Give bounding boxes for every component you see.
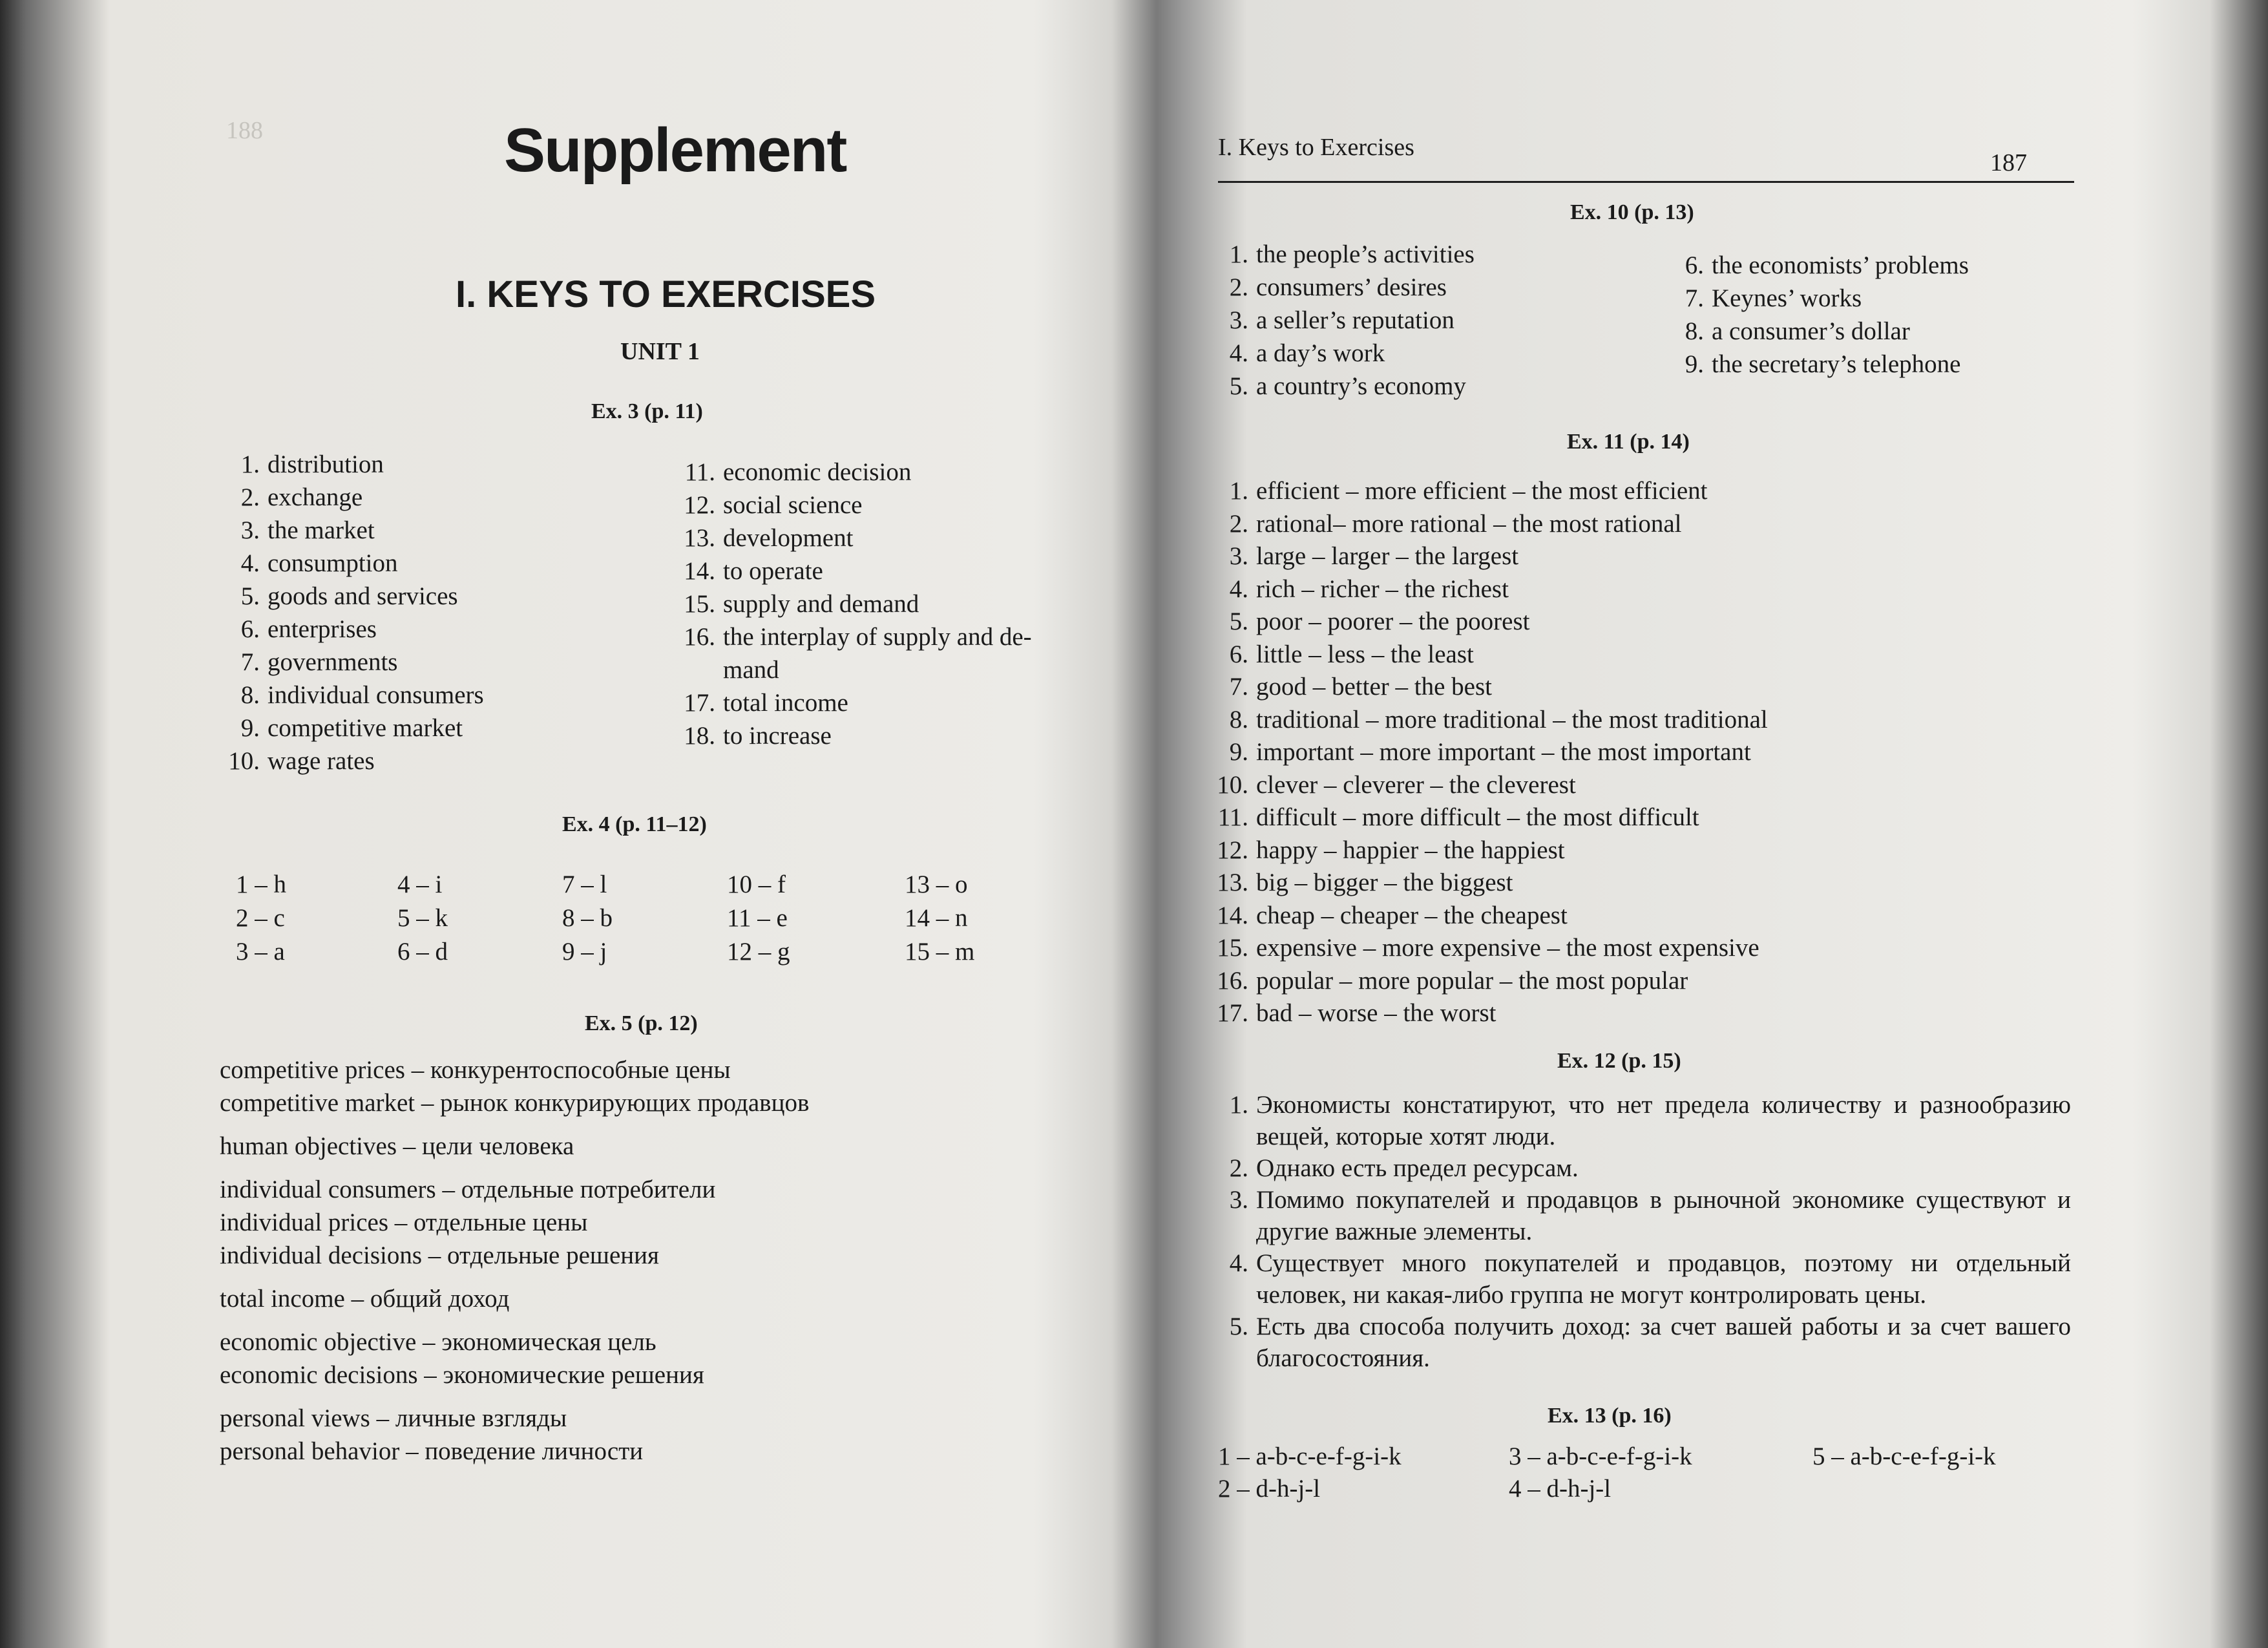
ex10-heading: Ex. 10 (p. 13) [1570,200,1694,224]
item-number: 1. [1229,240,1248,268]
item-text: individual consumers [268,681,484,709]
list-item [1208,736,1768,769]
ex13-key: 4 – d-h-j-l [1509,1475,1612,1503]
item-text: social science [723,491,863,519]
glossary-entry: competitive prices – конкурентоспособные цены [220,1056,731,1084]
item-text: development [723,524,854,552]
item-number: 3. [1229,542,1248,570]
item-text: the economists’ problems [1712,251,1969,279]
glossary-entry: human objectives – цели человека [220,1132,574,1160]
item-number: 4. [1229,1249,1248,1277]
item-number: 17. [1217,999,1248,1027]
list-item [1208,997,1768,1030]
item-text: wage rates [268,747,375,775]
glossary-entry: economic decisions – экономические решения [220,1361,704,1389]
list-item [675,522,1192,555]
item-number: 14. [684,557,715,585]
ex13-keys [1208,1440,2113,1517]
list-item [1208,475,1768,508]
item-text: consumption [268,549,398,577]
item-number: 8. [1685,317,1704,345]
item-text: rational– more rational – the most rational [1256,509,1682,538]
list-item [1208,867,1768,900]
item-number: 7. [240,648,260,676]
list-item [1208,932,1768,965]
list-item [1208,1184,2071,1247]
ex4-key: 13 – o [905,871,968,898]
item-number: 14. [1217,901,1248,929]
list-item [220,745,484,777]
glossary-group [220,1173,809,1272]
list-item [220,646,484,679]
ex4-key: 12 – g [727,938,790,966]
item-number [675,653,715,686]
item-number: 18. [684,722,715,750]
list-item [1208,1247,2071,1311]
list-item [1664,315,1969,348]
item-text: enterprises [268,615,377,643]
item-number: 5. [1229,372,1248,400]
item-number: 1. [240,450,260,478]
item-text: Есть два способа получить доход: за счет вашей работы и за счет вашего благосостояния. [1256,1313,2071,1372]
list-item [1208,1089,2071,1152]
list-item [675,686,1192,719]
list-item [1208,540,1768,573]
item-number: 2. [240,483,260,511]
list-item [1208,639,1768,671]
list-item [220,580,484,613]
item-text: the secretary’s telephone [1712,350,1961,378]
list-item [220,448,484,481]
item-text: exchange [268,483,363,511]
ex5-glossary [220,1053,809,1478]
ex4-key: 11 – e [727,904,788,932]
ex4-key: 15 – m [905,938,975,966]
item-text: governments [268,648,398,676]
item-number: 8. [1229,705,1248,734]
glossary-entry: individual prices – отдельные цены [220,1209,588,1236]
ex4-key: 8 – b [562,904,613,932]
item-text: big – bigger – the biggest [1256,869,1513,896]
item-text: important – more important – the most important [1256,738,1751,766]
list-item [1208,573,1768,606]
glossary-entry: personal behavior – поведение личности [220,1437,644,1465]
item-number: 11. [1217,803,1248,831]
list-item [1664,249,1969,282]
item-text: difficult – more difficult – the most difficult [1256,803,1699,831]
glossary-entry: economic objective – экономическая цель [220,1328,656,1356]
list-item [1208,900,1768,933]
list-item [220,613,484,646]
ex13-key: 3 – a-b-c-e-f-g-i-k [1509,1442,1692,1470]
glossary-group [220,1402,809,1468]
item-number: 15. [684,590,715,618]
ex11-list [1208,475,1768,1030]
item-text: rich – richer – the richest [1256,575,1509,603]
item-text: large – larger – the largest [1256,542,1519,570]
item-text: economic decision [723,458,912,486]
list-item [675,653,1192,686]
item-text: a consumer’s dollar [1712,317,1910,345]
list-item [1208,370,1475,403]
ex10-col1 [1208,238,1475,403]
ex12-list [1208,1089,2071,1374]
item-number: 2. [1229,509,1248,538]
ex3-heading: Ex. 3 (p. 11) [591,399,703,423]
supplement-title: Supplement [504,116,846,185]
item-text: traditional – more traditional – the most traditional [1256,705,1768,734]
item-text: happy – happier – the happiest [1256,836,1565,864]
list-item [1208,508,1768,541]
item-text: Помимо покупателей и продавцов в рыночной экономике существуют и другие важные элементы. [1256,1186,2071,1245]
item-number: 1. [1229,477,1248,505]
ex3-col2 [675,456,1192,752]
ex5-heading: Ex. 5 (p. 12) [585,1011,698,1035]
item-number: 16. [1217,966,1248,995]
item-number: 8. [240,681,260,709]
ex4-key: 4 – i [397,871,443,898]
item-text: a day’s work [1256,339,1385,367]
ex4-key: 14 – n [905,904,968,932]
item-number: 6. [1685,251,1704,279]
glossary-entry: total income – общий доход [220,1285,510,1313]
ex4-key: 10 – f [727,871,786,898]
item-number: 11. [684,458,715,486]
list-item [1208,304,1475,337]
ex4-key: 9 – j [562,938,607,966]
item-number: 2. [1229,1154,1248,1182]
item-number: 16. [684,623,715,651]
ghost-page-number: 188 [226,117,263,144]
item-number: 7. [1685,284,1704,312]
section-title: I. KEYS TO EXERCISES [456,273,876,315]
item-text: poor – poorer – the poorest [1256,607,1530,635]
list-item [1208,238,1475,271]
list-item [1208,801,1768,834]
item-text: Keynes’ works [1712,284,1862,312]
list-item [1208,965,1768,998]
ex4-key: 3 – a [236,938,285,966]
list-item [675,489,1192,522]
ex10-col2 [1664,249,1969,381]
item-number: 9. [240,714,260,742]
item-number: 4. [240,549,260,577]
list-item [1208,337,1475,370]
glossary-entry: personal views – личные взгляды [220,1404,567,1432]
ex4-key: 1 – h [236,871,286,898]
item-number: 6. [1229,640,1248,668]
item-number: 17. [684,689,715,717]
ex13-key: 5 – a-b-c-e-f-g-i-k [1812,1442,1996,1470]
item-number: 10. [1217,770,1248,799]
item-text: cheap – cheaper – the cheapest [1256,901,1568,929]
item-text: the market [268,516,375,544]
item-number: 9. [1685,350,1704,378]
list-item [1208,271,1475,304]
item-number: 5. [240,582,260,610]
item-number: 6. [240,615,260,643]
page-number: 187 [1990,149,2027,176]
item-number: 5. [1229,1313,1248,1340]
list-item [220,679,484,712]
item-text: clever – cleverer – the cleverest [1256,770,1576,799]
ex13-key: 1 – a-b-c-e-f-g-i-k [1218,1442,1402,1470]
item-text: distribution [268,450,384,478]
list-item [1208,704,1768,737]
item-number: 13. [684,524,715,552]
item-text: Экономисты констатируют, что нет предела количеству и разнообразию вещей, которые хотят люди. [1256,1091,2071,1150]
item-text: consumers’ desires [1256,273,1447,301]
glossary-entry: individual decisions – отдельные решения [220,1241,659,1269]
item-number: 2. [1229,273,1248,301]
glossary-group [220,1326,809,1391]
glossary-group [220,1282,809,1315]
list-item [1664,282,1969,315]
item-number: 15. [1217,934,1248,962]
item-text: mand [723,656,779,684]
glossary-group [220,1130,809,1163]
item-text: efficient – more efficient – the most efficient [1256,477,1708,505]
left-page [103,0,1137,1648]
glossary-entry: competitive market – рынок конкурирующих продавцов [220,1089,810,1117]
item-text: goods and services [268,582,458,610]
glossary-entry: individual consumers – отдельные потребители [220,1176,716,1203]
item-number: 12. [1217,836,1248,864]
running-header: I. Keys to Exercises [1218,134,1414,161]
list-item [675,620,1192,653]
ex4-key: 6 – d [397,938,448,966]
item-number: 9. [1229,738,1248,766]
ex3-col1 [220,448,484,777]
list-item [675,719,1192,752]
ex4-key: 7 – l [562,871,607,898]
ex4-key: 2 – c [236,904,285,932]
item-text: competitive market [268,714,463,742]
item-text: bad – worse – the worst [1256,999,1496,1027]
item-number: 3. [240,516,260,544]
list-item [1208,1311,2071,1374]
list-item [1208,769,1768,802]
item-text: expensive – more expensive – the most expensive [1256,934,1759,962]
item-text: supply and demand [723,590,919,618]
item-text: to increase [723,722,832,750]
list-item [1208,1152,2071,1184]
item-text: Существует много покупателей и продавцов, поэтому ни отдельный человек, ни какая-либо группа не могут контролировать цены. [1256,1249,2071,1309]
list-item [220,712,484,745]
list-item [1664,348,1969,381]
list-item [220,547,484,580]
list-item [1208,834,1768,867]
item-number: 4. [1229,339,1248,367]
item-number: 1. [1229,1091,1248,1119]
ex13-key: 2 – d-h-j-l [1218,1475,1321,1503]
item-number: 13. [1217,869,1248,896]
list-item [675,587,1192,620]
list-item [1208,671,1768,704]
list-item [220,514,484,547]
ex11-heading: Ex. 11 (p. 14) [1567,430,1690,454]
item-number: 3. [1229,1186,1248,1214]
item-number: 5. [1229,607,1248,635]
ex13-heading: Ex. 13 (p. 16) [1548,1404,1672,1428]
glossary-group [220,1053,809,1119]
item-text: the people’s activities [1256,240,1475,268]
item-text: little – less – the least [1256,640,1474,668]
list-item [1208,606,1768,639]
list-item [220,481,484,514]
item-number: 7. [1229,673,1248,701]
item-text: a seller’s reputation [1256,306,1454,334]
item-text: total income [723,689,848,717]
item-number: 10. [228,747,260,775]
item-number: 4. [1229,575,1248,603]
item-text: Однако есть предел ресурсам. [1256,1154,1579,1182]
right-page [1208,0,2236,1648]
list-item [675,456,1192,489]
item-text: popular – more popular – the most popular [1256,966,1688,995]
item-text: to operate [723,557,823,585]
item-number: 3. [1229,306,1248,334]
header-rule [1218,181,2074,183]
ex4-key: 5 – k [397,904,448,932]
item-number: 12. [684,491,715,519]
list-item [675,555,1192,587]
unit-heading: UNIT 1 [620,338,700,365]
item-text: a country’s economy [1256,372,1466,400]
ex12-heading: Ex. 12 (p. 15) [1557,1049,1681,1073]
item-text: good – better – the best [1256,673,1492,701]
ex4-heading: Ex. 4 (p. 11–12) [562,812,707,836]
item-text: the interplay of supply and de- [723,623,1032,651]
